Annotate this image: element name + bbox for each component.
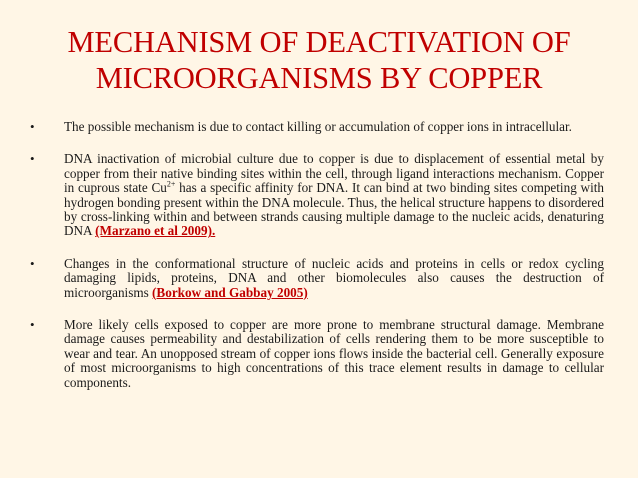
- bullet-text-part-b: has a specific affinity for DNA. It can bind at two binding sites competing with hydrogen bonding present within the DNA molecule. Thus, the helical structure happens to disordered by cross-linking within and between strands causing multiple damage to the nucleic acids, denaturing DNA: [64, 180, 604, 239]
- bullet-text: The possible mechanism is due to contact killing or accumulation of copper ions in intracellular.: [64, 119, 572, 134]
- bullet-text: Changes in the conformational structure of nucleic acids and proteins in cells or redox cycling damaging lipids, proteins, DNA and other biomolecules also causes the destruction of microorganisms: [64, 255, 604, 300]
- bullet-item-membrane-damage: [30, 318, 604, 390]
- bullet-dot-icon: •: [30, 119, 35, 134]
- citation-borkow-link[interactable]: (Borkow and Gabbay 2005): [152, 284, 308, 300]
- citation-marzano-link[interactable]: (Marzano et al 2009).: [95, 223, 216, 239]
- slide-title-line-2: MICROORGANISMS BY COPPER: [95, 61, 543, 95]
- bullet-list: [30, 120, 604, 408]
- bullet-item-conformational-changes: [30, 257, 604, 300]
- superscript-charge: 2+: [166, 179, 176, 189]
- bullet-text-part-a: DNA inactivation of microbial culture due to copper is due to displacement of essential metal by copper from their native binding sites within the cell, through ligand interactions mechanism. Copper in cuprous state Cu: [64, 151, 604, 196]
- slide-title-line-1: MECHANISM OF DEACTIVATION OF: [67, 25, 571, 59]
- slide-title: [20, 24, 618, 96]
- bullet-item-dna-inactivation: [30, 152, 604, 238]
- bullet-dot-icon: •: [30, 317, 35, 333]
- bullet-dot-icon: •: [30, 151, 35, 167]
- bullet-text: More likely cells exposed to copper are more prone to membrane structural damage. Membrane damage causes permeability and destabilization of cells rendering them to be more susceptible to wear and tear. An unopposed stream of copper ions flows inside the bacterial cell. Generally exposure of most microorganisms to high concentrations of this trace element results in damage to cellular components.: [64, 317, 604, 390]
- bullet-dot-icon: •: [30, 255, 35, 271]
- bullet-item-contact-killing: [30, 120, 604, 134]
